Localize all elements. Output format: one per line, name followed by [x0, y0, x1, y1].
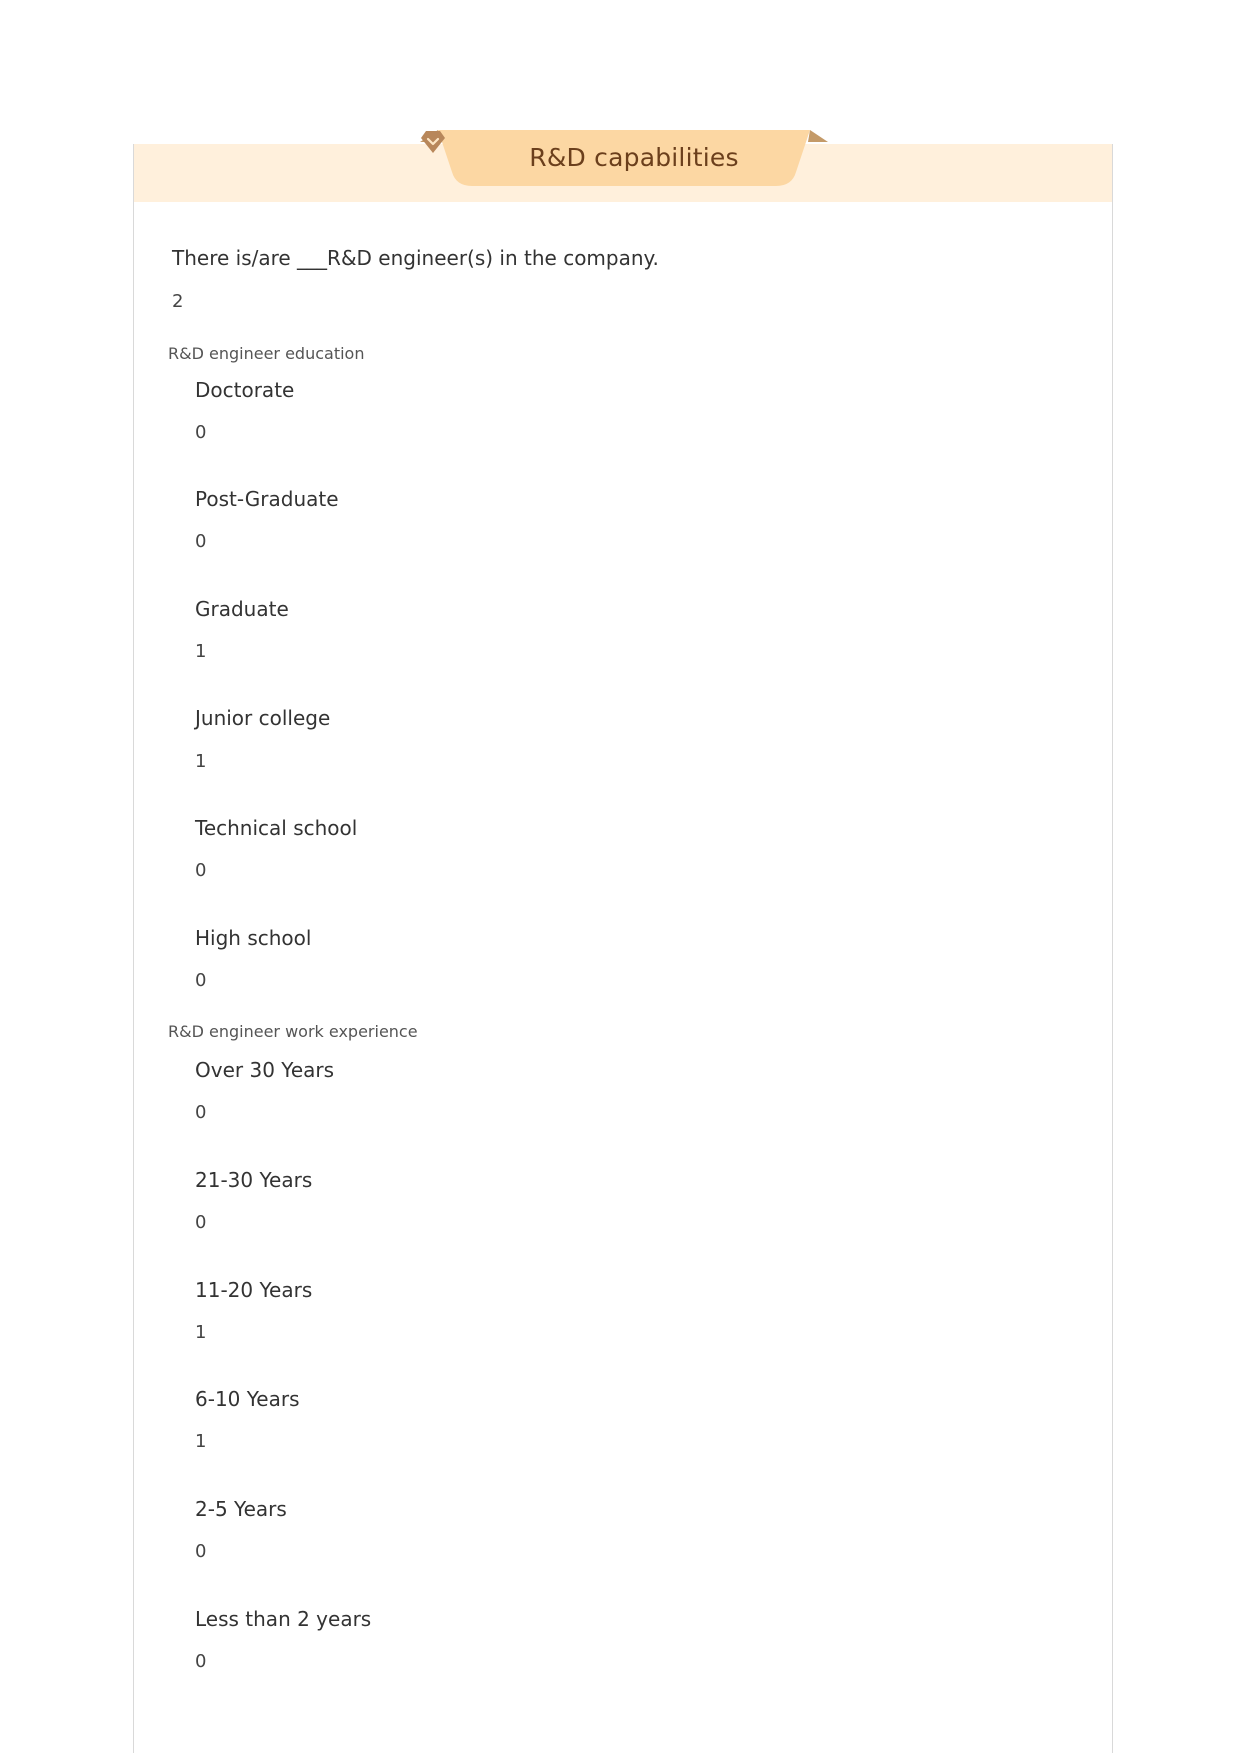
experience-item-value: 1	[195, 1431, 207, 1452]
education-item-value: 1	[195, 641, 207, 662]
education-item-label: Graduate	[195, 597, 289, 621]
education-item-label: Junior college	[195, 706, 331, 730]
engineer-count-answer: 2	[172, 291, 184, 312]
education-item-value: 0	[195, 422, 207, 443]
experience-item-label: 6-10 Years	[195, 1387, 300, 1411]
section-title: R&D capabilities	[529, 142, 739, 172]
experience-group-label: R&D engineer work experience	[168, 1022, 418, 1041]
experience-item-value: 0	[195, 1541, 207, 1562]
experience-item-label: Over 30 Years	[195, 1058, 335, 1082]
experience-item-value: 1	[195, 1322, 207, 1343]
experience-item-value: 0	[195, 1102, 207, 1123]
education-item-value: 0	[195, 531, 207, 552]
experience-item-label: 2-5 Years	[195, 1497, 287, 1521]
experience-item-value: 0	[195, 1212, 207, 1233]
education-item-label: Technical school	[195, 816, 358, 840]
education-item-label: High school	[195, 926, 312, 950]
section-title-tab	[420, 130, 828, 188]
engineer-count-question: There is/are ___R&D engineer(s) in the company.	[172, 246, 659, 270]
experience-item-label: Less than 2 years	[195, 1607, 372, 1631]
education-item-value: 1	[195, 751, 207, 772]
experience-item-label: 21-30 Years	[195, 1168, 313, 1192]
experience-item-label: 11-20 Years	[195, 1278, 313, 1302]
education-item-label: Doctorate	[195, 378, 295, 402]
education-group-label: R&D engineer education	[168, 344, 365, 363]
education-item-value: 0	[195, 860, 207, 881]
education-item-value: 0	[195, 970, 207, 991]
education-item-label: Post-Graduate	[195, 487, 339, 511]
experience-item-value: 0	[195, 1651, 207, 1672]
